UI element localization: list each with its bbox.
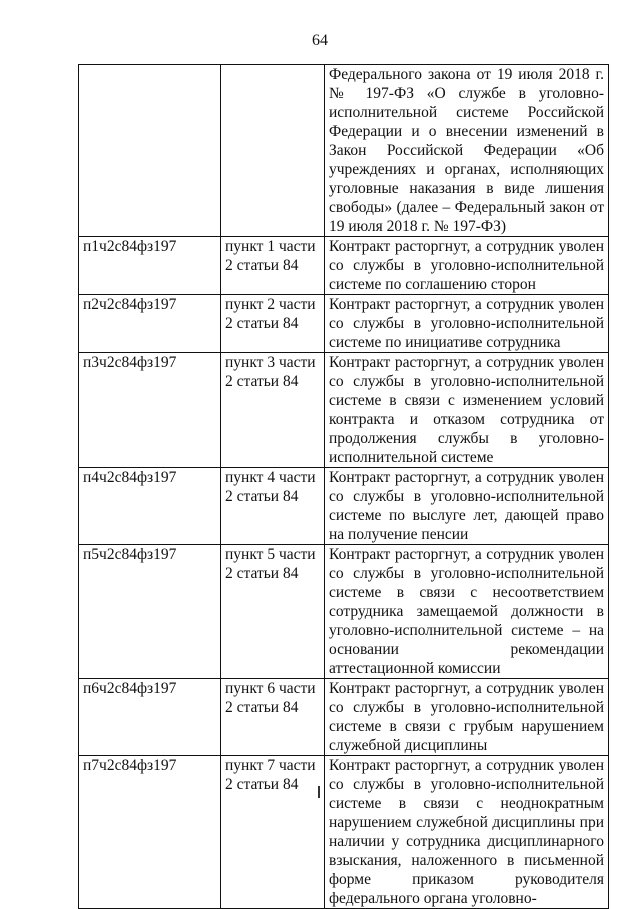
document-table: [78, 64, 609, 909]
code-cell: [79, 65, 221, 237]
table-row: [79, 353, 609, 468]
code-cell: п4ч2с84фз197: [79, 468, 221, 545]
article-reference-cell: пункт 3 части 2 статьи 84: [221, 353, 325, 468]
code-cell: п5ч2с84фз197: [79, 545, 221, 679]
code-cell: п2ч2с84фз197: [79, 295, 221, 353]
description-cell: Федерального закона от 19 июля 2018 г. № 197-ФЗ «О службе в уголовно-исполнительной системе Российской Федерации и о внесении изменений в Закон Российской Федерации «Об учреждениях и органах, исполняющих уголовные наказания в виде лишения свободы» (далее – Федеральный закон от 19 июля 2018 г. № 197-ФЗ): [325, 65, 609, 237]
table-row: [79, 468, 609, 545]
description-cell: Контракт расторгнут, а сотрудник уволен со службы в уголовно-исполнительной системе в связи с грубым нарушением служебной дисциплины: [325, 679, 609, 756]
description-cell: Контракт расторгнут, а сотрудник уволен со службы в уголовно-исполнительной системе в связи с изменением условий контракта и отказом сотрудника от продолжения службы в уголовно-исполнительной системе: [325, 353, 609, 468]
description-cell: Контракт расторгнут, а сотрудник уволен со службы в уголовно-исполнительной системе в связи с несоответствием сотрудника замещаемой должности в уголовно-исполнительной системе – на основании рекомендации аттестационной комиссии: [325, 545, 609, 679]
table-row: [79, 295, 609, 353]
scan-artifact-mark: [318, 786, 320, 798]
page-number: 64: [312, 32, 328, 49]
table-row: [79, 545, 609, 679]
table-row: [79, 679, 609, 756]
article-reference-cell: пункт 7 части 2 статьи 84: [221, 756, 325, 909]
description-cell: Контракт расторгнут, а сотрудник уволен со службы в уголовно-исполнительной системе в связи с неоднократным нарушением служебной дисциплины при наличии у сотрудника дисциплинарного взыскания, наложенного в письменной форме приказом руководителя федерального органа уголовно-: [325, 756, 609, 909]
article-reference-cell: пункт 4 части 2 статьи 84: [221, 468, 325, 545]
article-reference-cell: пункт 2 части 2 статьи 84: [221, 295, 325, 353]
table-row: [79, 237, 609, 295]
article-reference-cell: [221, 65, 325, 237]
code-cell: п7ч2с84фз197: [79, 756, 221, 909]
code-cell: п1ч2с84фз197: [79, 237, 221, 295]
article-reference-cell: пункт 5 части 2 статьи 84: [221, 545, 325, 679]
article-reference-cell: пункт 1 части 2 статьи 84: [221, 237, 325, 295]
code-cell: п3ч2с84фз197: [79, 353, 221, 468]
code-cell: п6ч2с84фз197: [79, 679, 221, 756]
description-cell: Контракт расторгнут, а сотрудник уволен со службы в уголовно-исполнительной системе по выслуге лет, дающей право на получение пенсии: [325, 468, 609, 545]
table-row: [79, 756, 609, 909]
article-reference-cell: пункт 6 части 2 статьи 84: [221, 679, 325, 756]
description-cell: Контракт расторгнут, а сотрудник уволен со службы в уголовно-исполнительной системе по инициативе сотрудника: [325, 295, 609, 353]
table-row-continuation: [79, 65, 609, 237]
description-cell: Контракт расторгнут, а сотрудник уволен со службы в уголовно-исполнительной системе по соглашению сторон: [325, 237, 609, 295]
